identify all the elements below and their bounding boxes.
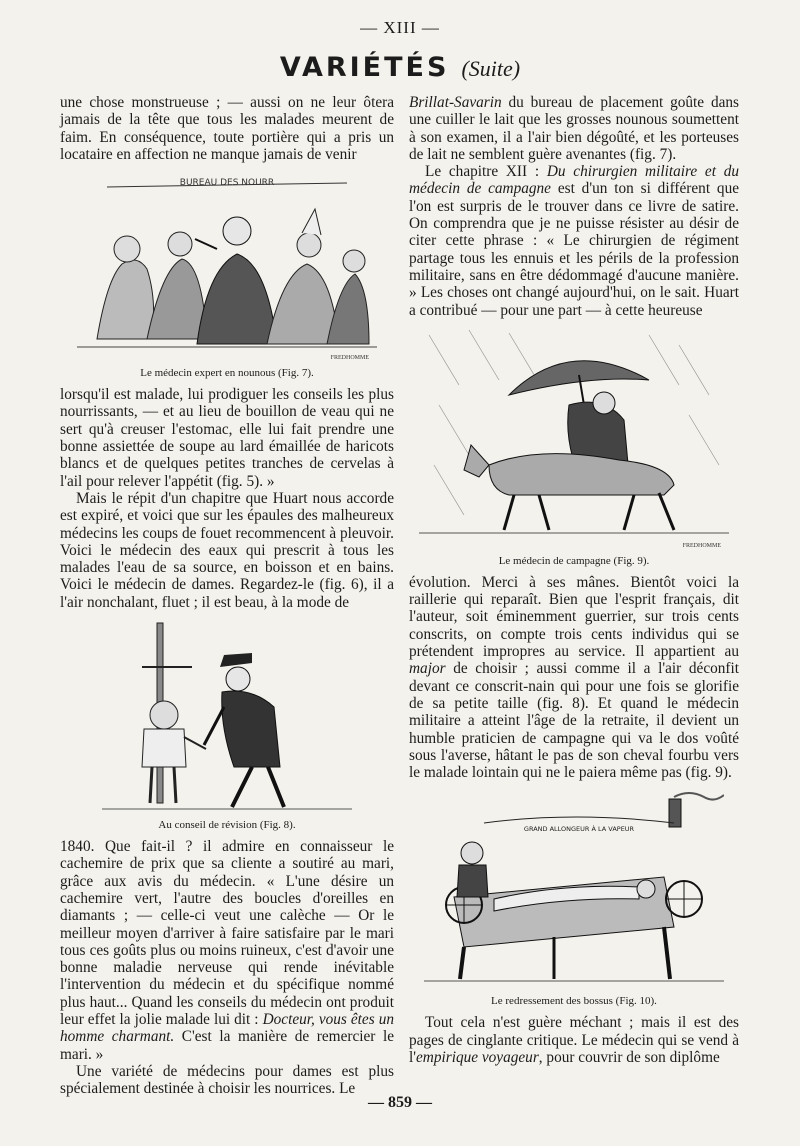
figure-9 (409, 325, 739, 568)
figure-9-caption: Le médecin de campagne (Fig. 9). (498, 554, 650, 567)
figure-7-caption: Le médecin expert en nounous (Fig. 7). (140, 367, 314, 380)
left-paragraph-2: lorsqu'il est malade, lui prodiguer les conseils les plus nourrissants, — et au lieu de bouillon de veau qui ne sert qu'à creuser l'estomac, elle lui fait prendre une bonne assiettée de soupe au lard émaillée de haricots blancs et de quelques petites tranches de cervelas à l'ail pour relever l'appétit (fig. 5). » (60, 386, 394, 490)
right-paragraph-4 (409, 1014, 739, 1066)
figure-10-caption: Le redressement des bossus (Fig. 10). (491, 995, 657, 1008)
figure-7-signature: FREDHOMME (330, 355, 369, 362)
left-paragraph-4-end: C'est la manière de remercier le mari. » (60, 1028, 394, 1063)
figure-8-illustration (102, 617, 352, 817)
right-paragraph-3-end: de choisir ; aussi comme il a l'air déconfit devant ce conscrit-nain qui pour une fois se glorifie de sa petite taille (fig. 8). Et quand le médecin militaire a atteint l'âge de la retraite, il devient un humble praticien de campagne qui va le dos voûté sous l'averse, hâtant le pas de son cheval fourbu vers le malade lointain qui ne le paiera même pas (fig. 9). (409, 660, 739, 782)
figure-10 (409, 787, 739, 1008)
left-paragraph-4 (60, 838, 394, 1063)
figure-7-illustration (77, 169, 377, 365)
figure-7 (60, 169, 394, 380)
left-paragraph-3: Mais le répit d'un chapitre que Huart nous accorde est expiré, et voici que sur les épaules des malheureux médecins les coups de fouet recommencent à pleuvoir. Voici le médecin des eaux qui prescrit à tous les malades l'eau de sa source, en boisson et en bains. Voici le médecin de dames. Regardez-le (fig. 6), il a l'air nonchalant, fluet ; il est beau, à la mode de (60, 489, 394, 611)
figure-10-illustration (424, 787, 724, 993)
right-paragraph-1-italic: Brillat-Savarin (409, 94, 502, 111)
section-title-sub: (Suite) (461, 56, 521, 81)
right-paragraph-4-end: , pour couvrir de son diplôme (538, 1049, 720, 1067)
section-title (0, 52, 800, 83)
figure-10-banner: GRAND ALLONGEUR À LA VAPEUR (523, 825, 635, 834)
figure-7-sign: BUREAU DES NOURR (179, 178, 275, 189)
right-paragraph-3-italic: major (409, 660, 446, 678)
page-number: — 859 — (368, 1094, 432, 1111)
left-column (60, 94, 394, 1098)
right-paragraph-4-text: Tout cela n'est guère méchant ; mais il est des pages de cinglante critique. Le médecin qui se vend à l' (409, 1014, 739, 1067)
right-paragraph-1-text: du bureau de placement goûte dans une cuiller le lait que les grosses nounous soumettent à son examen, il a l'air bien dégoûté, et les porteuses de lait ne semblent guère avenantes (fig. 7). (409, 94, 739, 163)
figure-8 (60, 617, 394, 832)
section-title-main: VARIÉTÉS (279, 52, 450, 83)
right-column (409, 94, 739, 1066)
right-paragraph-2-text: est d'un ton si différent que l'on est surpris de le trouver dans ce livre de satire. On comprendra que je ne puisse résister au désir de citer cette phrase : « Le chirurgien de régiment partage tous les ennuis et les périls de la profession militaire, sans en être dédommagé d'aucune manière. » Les choses ont changé aujourd'hui, on le sait. Huart a contribué — pour une part — à cette heureuse (409, 180, 740, 319)
left-paragraph-5: Une variété de médecins pour dames est plus spécialement destinée à choisir les nourrices. Le (60, 1062, 394, 1098)
figure-8-caption: Au conseil de révision (Fig. 8). (158, 819, 296, 832)
right-paragraph-2-italic: Du chirurgien militaire et du médecin de campagne (409, 163, 739, 198)
left-paragraph-4-text: 1840. Que fait-il ? il admire en connaisseur le cachemire de prix que sa cliente a soutiré au mari, grâce aux avis du médecin. « L'une désire un cachemire vert, l'autre des boucles d'oreilles en diamants ; — celle-ci veut une calèche — Or le meilleur moyen d'arriver à faire satisfaire par le mari tous ces goûts plus ou moins ruineux, c'est d'avoir une bonne maladie nerveuse qui rende inévitable l'intervention du médecin et du spécifique nommé plus haut... Quand les conseils du médecin ont produit leur effet la jolie malade lui dit : (60, 838, 394, 1029)
page-running-head: — XIII — (360, 18, 440, 37)
right-paragraph-3-text: évolution. Merci à ses mânes. Bientôt voici la raillerie qui reparaît. Bien que l'esprit français, dit l'auteur, soit éminemment guerrier, sur trois cents conscrits, on compte trois cents individus qui se prétendent impropres au service. Il appartient au (409, 573, 739, 661)
figure-9-signature: FREDHOMME (682, 542, 721, 549)
right-paragraph-2 (409, 163, 739, 319)
figure-9-illustration (419, 325, 729, 553)
left-paragraph-1: une chose monstrueuse ; — aussi on ne leur ôtera jamais de la tête que tous les malades meurent de faim. En conséquence, toute portière qui a pris un locataire en affection ne manque jamais de venir (60, 94, 394, 163)
left-paragraph-4-italic: Docteur, vous êtes un homme charmant. (60, 1011, 394, 1046)
right-paragraph-2-start: Le chapitre XII : (425, 163, 547, 181)
right-paragraph-1 (409, 94, 739, 163)
right-paragraph-3 (409, 574, 739, 782)
right-paragraph-4-italic: empirique voyageur (416, 1049, 539, 1067)
